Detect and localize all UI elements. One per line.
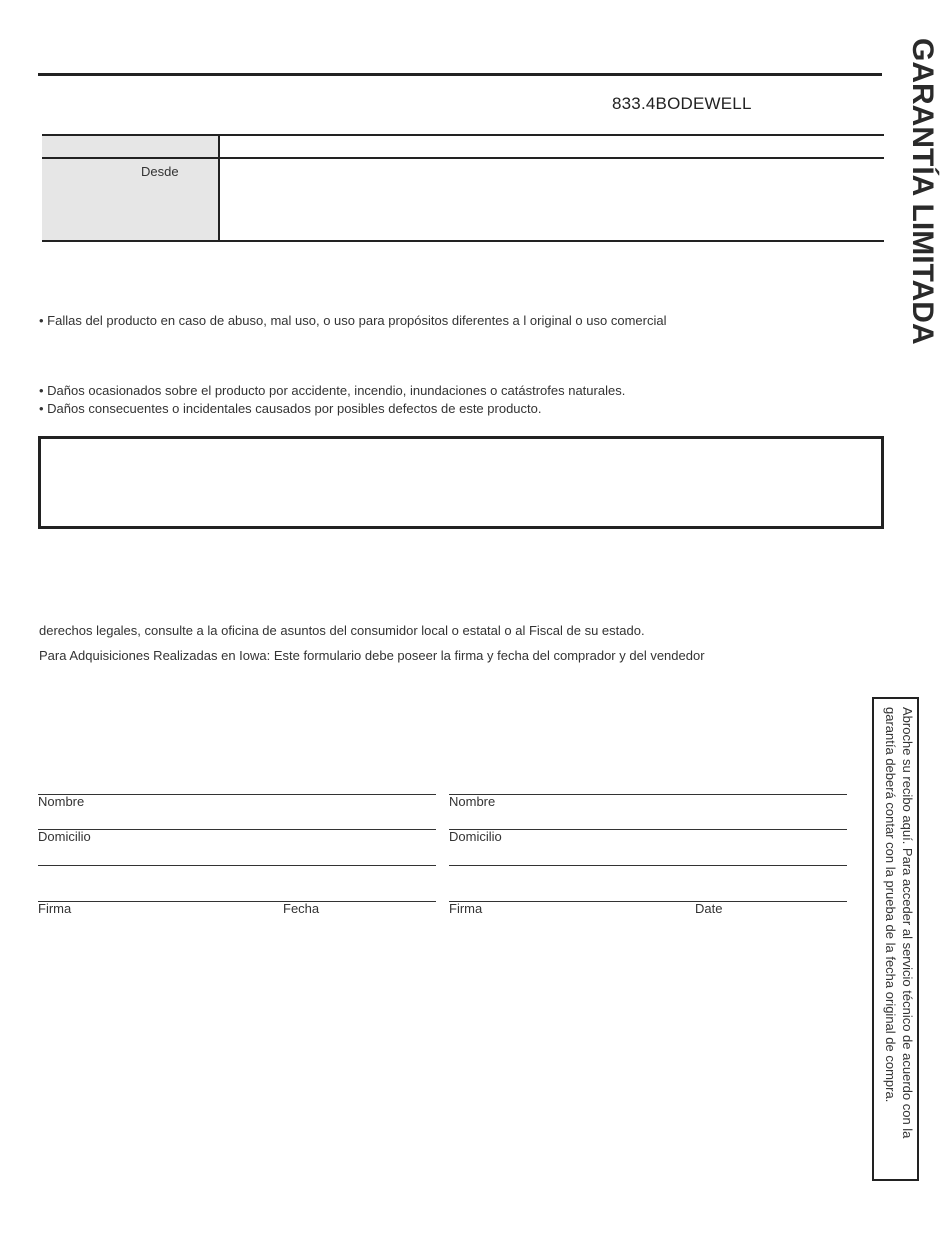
page-title: GARANTÍA LIMITADA xyxy=(906,38,939,345)
buyer-address-line[interactable] xyxy=(38,829,436,830)
buyer-signature-line[interactable] xyxy=(38,901,436,902)
seller-address-label: Domicilio xyxy=(449,829,502,844)
table-column-divider xyxy=(218,134,220,242)
table-bottom-rule xyxy=(42,240,884,242)
header-rule xyxy=(38,73,882,76)
buyer-address-line-2[interactable] xyxy=(38,865,436,866)
seller-address-line[interactable] xyxy=(449,829,847,830)
seller-name-label: Nombre xyxy=(449,794,496,809)
buyer-address-label: Domicilio xyxy=(38,829,91,844)
exclusion-item: • Daños consecuentes o incidentales causados por posibles defectos de este producto. xyxy=(39,401,542,416)
buyer-name-label: Nombre xyxy=(38,794,85,809)
table-desde-label: Desde xyxy=(141,164,179,179)
buyer-name-line[interactable] xyxy=(38,794,436,795)
buyer-signature-label: Firma xyxy=(38,901,72,916)
buyer-date-label: Fecha xyxy=(283,901,320,916)
notice-box xyxy=(38,436,884,529)
legal-rights-text: derechos legales, consulte a la oficina de asuntos del consumidor local o estatal o al Fiscal de su estado. xyxy=(39,623,645,638)
seller-address-line-2[interactable] xyxy=(449,865,847,866)
receipt-instructions: Abroche su recibo aquí. Para acceder al servicio técnico de acuerdo con la garantía deberá contar con la prueba de la fecha original de compra. xyxy=(883,707,915,1139)
seller-signature-label: Firma xyxy=(449,901,483,916)
seller-date-label: Date xyxy=(695,901,723,916)
phone-number: 833.4BODEWELL xyxy=(612,94,752,113)
warranty-table xyxy=(42,134,884,242)
exclusion-item: • Daños ocasionados sobre el producto por accidente, incendio, inundaciones o catástrofes naturales. xyxy=(39,383,626,398)
exclusion-item: • Fallas del producto en caso de abuso, mal uso, o uso para propósitos diferentes a l original o uso comercial xyxy=(39,313,667,328)
seller-signature-line[interactable] xyxy=(449,901,847,902)
iowa-notice-text: Para Adquisiciones Realizadas en Iowa: Este formulario debe poseer la firma y fecha del comprador y del vendedor xyxy=(39,648,705,663)
table-header-cell xyxy=(42,136,218,157)
receipt-attach-box xyxy=(872,697,919,1181)
table-period-cell xyxy=(42,159,218,240)
seller-name-line[interactable] xyxy=(449,794,847,795)
